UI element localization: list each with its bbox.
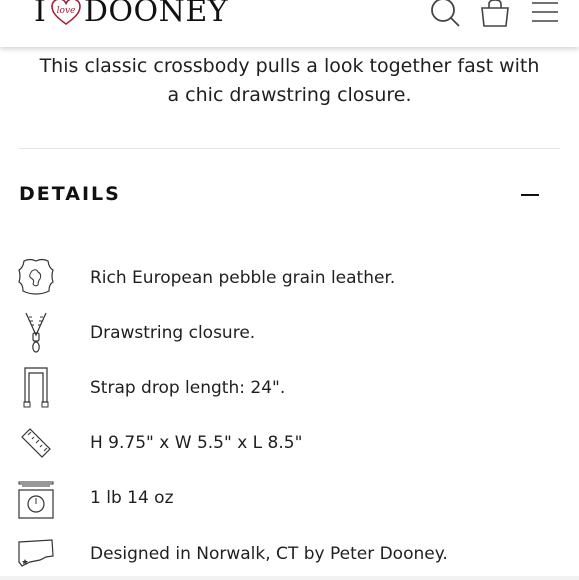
brand-logo[interactable]: [34, 0, 228, 30]
heart-text: love: [56, 6, 76, 16]
connecticut-map-icon: [16, 532, 56, 576]
zipper-icon: [16, 311, 56, 355]
detail-row-leather: [0, 256, 579, 304]
details-heading[interactable]: DETAILS: [19, 183, 121, 205]
detail-row-weight: [0, 476, 579, 524]
ruler-icon: [16, 421, 56, 465]
shopping-bag-icon[interactable]: [478, 0, 512, 30]
scale-icon: [16, 476, 56, 520]
detail-text: Designed in Norwalk, CT by Peter Dooney.: [90, 544, 448, 564]
detail-text: 1 lb 14 oz: [90, 488, 174, 508]
detail-row-closure: [0, 311, 579, 359]
product-description: [0, 52, 579, 110]
detail-text: Drawstring closure.: [90, 323, 256, 343]
detail-text: Strap drop length: 24".: [90, 378, 286, 398]
menu-icon[interactable]: [530, 0, 560, 30]
leather-hide-icon: [16, 256, 56, 300]
logo-wordmark: DOONEY: [83, 0, 229, 29]
detail-row-strap: [0, 366, 579, 414]
bottom-edge: [0, 576, 579, 580]
heart-icon: [50, 0, 82, 27]
section-divider: [19, 148, 560, 149]
logo-letter-i: I: [34, 0, 46, 29]
detail-text: H 9.75" x W 5.5" x L 8.5": [90, 433, 303, 453]
description-line-2: a chic drawstring closure.: [167, 84, 412, 106]
detail-text: Rich European pebble grain leather.: [90, 268, 396, 288]
minus-icon: [521, 194, 539, 196]
site-header: [0, 0, 579, 47]
detail-row-origin: [0, 532, 579, 580]
description-line-1: This classic crossbody pulls a look together fast with: [39, 55, 540, 77]
search-icon[interactable]: [428, 0, 462, 30]
strap-icon: [16, 366, 56, 410]
detail-row-dimensions: [0, 421, 579, 469]
collapse-button[interactable]: [518, 184, 544, 206]
